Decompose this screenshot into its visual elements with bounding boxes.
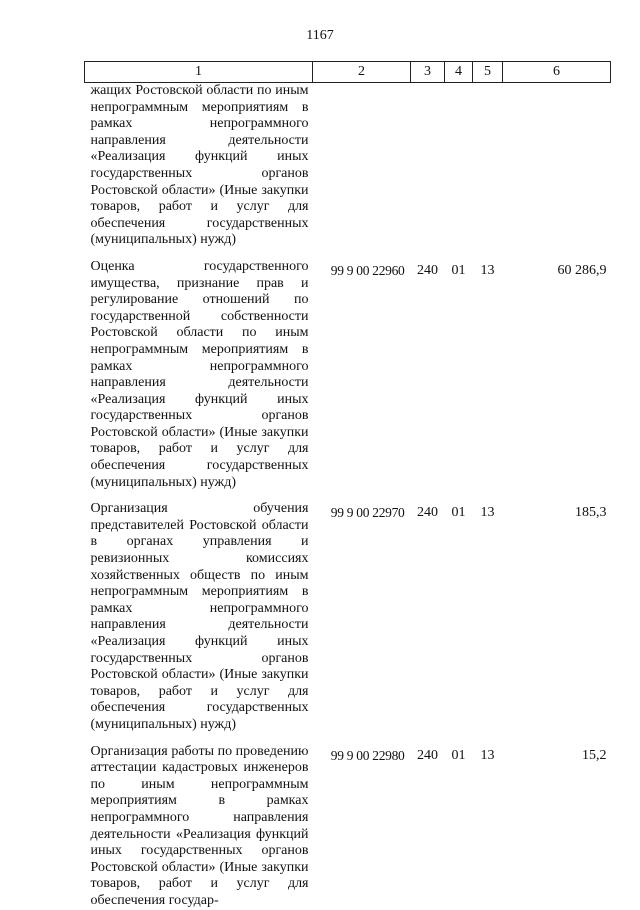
column-header-2: 2: [313, 62, 411, 83]
row-pr: 13: [480, 747, 495, 763]
row-amount: 15,2: [582, 747, 607, 763]
row-description: Оценка государственного имущества, признание прав и регулирование отношений по государственной собственности Ростовской области по иным непрограммным мероприятиям в рамках непрограммного направления деятельности «Реализация функций иных государственных органов Ростовской области» (Иные закупки товаров, работ и услуг для обеспечения государственных (муниципальных) нужд): [90, 258, 309, 490]
row-amount: [503, 83, 611, 249]
row-vr: 240: [417, 747, 438, 763]
row-vr: 240: [417, 262, 438, 278]
row-description: Организация обучения представителей Ростовской области в органах управления и ревизионных комиссиях хозяйственных обществ по иным непрограммным мероприятиям в рамках непрограммного направления деятельности «Реализация функций иных государственных органов Ростовской области» (Иные закупки товаров, работ и услуг для обеспечения государственных (муниципальных) нужд): [90, 501, 309, 732]
table-header-row: [85, 62, 611, 83]
row-code: 99 9 00 22960: [330, 262, 405, 278]
column-header-3: 3: [411, 62, 445, 83]
table-row: [85, 501, 611, 733]
row-code: 99 9 00 22980: [330, 747, 405, 763]
column-header-1: 1: [85, 62, 313, 83]
row-pr: 13: [480, 262, 495, 278]
column-header-6: 6: [503, 62, 611, 83]
table-row: [85, 744, 611, 910]
row-rz: 01: [451, 505, 466, 521]
table-row: [85, 259, 611, 491]
row-code: [313, 83, 411, 249]
column-header-5: 5: [473, 62, 503, 83]
row-amount: 185,3: [575, 505, 607, 521]
budget-table: [84, 61, 611, 910]
column-header-4: 4: [445, 62, 473, 83]
table-row: [85, 83, 611, 249]
page-number: 1167: [306, 28, 334, 43]
row-rz: 01: [451, 747, 466, 763]
row-code: 99 9 00 22970: [330, 505, 405, 521]
row-rz: 01: [451, 262, 466, 278]
row-description: жащих Ростовской области по иным непрограммным мероприятиям в рамках непрограммного направления деятельности «Реализация функций иных государственных органов Ростовской области» (Иные закупки товаров, работ и услуг для обеспечения государственных (муниципальных) нужд): [90, 83, 309, 248]
row-description: Организация работы по проведению аттестации кадастровых инженеров по иным непрограммным мероприятиям в рамках непрограммного направления деятельности «Реализация функций иных государственных органов Ростовской области» (Иные закупки товаров, работ и услуг для обеспечения государ-: [90, 743, 309, 908]
row-amount: 60 286,9: [557, 262, 607, 278]
row-vr: 240: [417, 505, 438, 521]
row-vr: [411, 83, 445, 249]
row-pr: [473, 83, 503, 249]
row-pr: 13: [480, 505, 495, 521]
row-rz: [445, 83, 473, 249]
